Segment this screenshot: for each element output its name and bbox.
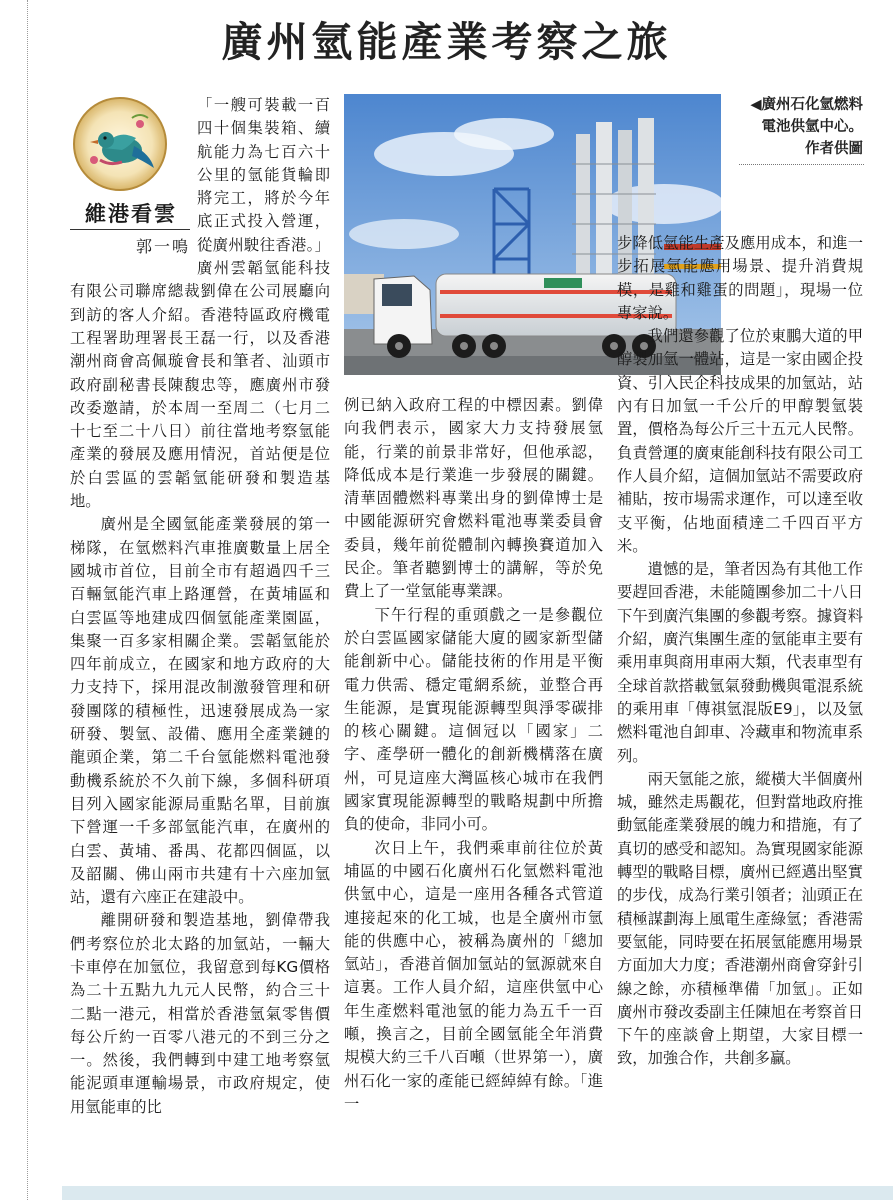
- article-column-1: [70, 94, 330, 1119]
- column-name: 維港看雲: [85, 201, 177, 226]
- paragraph: 廣州是全國氫能產業發展的第一梯隊，在氫燃料汽車推廣數量上居全國城市首位，目前全市有超過四千三百輛氫能汽車上路運營，在黃埔區和白雲區等地建成四個氫能產業園區，集聚一百多家相關企業。雲韜氫能於四年前成立，在國家和地方政府的大力支持下，採用混改制激發管理和研發團隊的積極性，迅速發展成為一家研發、製氫、設備、應用全產業鏈的龍頭企業，第二千台氫能燃料電池發動機系統於不久前下線，多個科研項目列入國家能源局重點名單，目前旗下營運一千多部氫能汽車，在廣州的白雲、黃埔、番禺、花都四個區，以及韶關、佛山兩市共建有十六座加氫站，還有六座正在建設中。: [70, 515, 330, 907]
- paragraph: 我們還參觀了位於東鵬大道的甲醇製加氫一體站，這是一家由國企投資、引入民企科技成果的加氫站，站內有日加氫一千公斤的甲醇製氫裝置，價格為每公斤三十五元人民幣。負責營運的廣東能創科技有限公司工作人員介紹，這個加氫站不需要政府補貼，按市場需求運作，可以達至收支平衡，佔地面積達二千四百平方米。: [617, 327, 863, 555]
- paragraph: 兩天氫能之旅，縱橫大半個廣州城，雖然走馬觀花，但對當地政府推動氫能產業發展的魄力和措施，有了真切的感受和認知。為實現國家能源轉型的戰略目標，廣州已經邁出堅實的步伐，成為行業引領者；汕頭正在積極謀劃海上風電生產綠氫；香港需要氫能，同時要在拓展氫能應用場景方面加大力度；香港潮州商會穿針引線之餘，亦積極準備「加氫」。正如廣州市發改委副主任陳旭在考察首日下午的座談會上期望，大家目標一致，加強合作，共創多贏。: [617, 769, 863, 1068]
- photo-caption: [733, 94, 863, 160]
- caption-rule: [739, 164, 864, 165]
- logo-float-spacer: [70, 94, 197, 264]
- footer-band: [62, 1186, 893, 1200]
- paragraph: 「一艘可裝載一百四十個集裝箱、續航能力為七百六十公里的氫能貨輪即將完工，將於今年底正式投入營運，從廣州駛往香港。」廣州雲韜氫能科技有限公司聯席總裁劉偉在公司展廳向到訪的客人介紹。香港特區政府機電工程署助理署長王磊一行，以及香港潮州商會高佩璇會長和筆者、汕頭市政府副秘書長陳馥忠等，應廣州市發改委邀請，於本周一至周二（七月二十七至二十八日）前往當地考察氫能產業的發展及應用情況，首站便是位於白雲區的雲韜氫能研發和製造基地。: [70, 96, 330, 511]
- article-title: 廣州氫能產業考察之旅: [221, 18, 672, 66]
- paragraph: 離開研發和製造基地，劉偉帶我們考察位於北太路的加氫站，一輛大卡車停在加氫位，我留意到每KG價格為二十五點九九元人民幣，約合三十二點一港元，相當於香港氫氣零售價每公斤約一百零八港元的不到三分之一。然後，我們轉到中建工地考察氫能泥頭車運輸場景，市政府規定，使用氫能車的比: [70, 911, 330, 1116]
- article-column-2: [344, 394, 603, 1116]
- article-column-3: [617, 232, 863, 1071]
- paragraph: 下午行程的重頭戲之一是參觀位於白雲區國家儲能大廈的國家新型儲能創新中心。儲能技術的作用是平衡電力供需、穩定電網系統，並整合再生能源，是實現能源轉型與淨零碳排的核心關鍵。這個冠以「國家」二字、產學研一體化的創新機構落在廣州，可見這座大灣區核心城市在我們國家實現能源轉型的戰略規劃中所擔負的使命，非同小可。: [344, 605, 603, 834]
- paragraph: 步降低氫能生產及應用成本，和進一步拓展氫能應用場景、提升消費規模，是雞和雞蛋的問題」，現場一位專家說。: [617, 234, 863, 322]
- paragraph: 次日上午，我們乘車前往位於黃埔區的中國石化廣州石化氫燃料電池供氫中心，這是一座用各種各式管道連接起來的化工城，也是全廣州市氫能的供應中心，被稱為廣州的「總加氫站」，香港首個加氫站的氫源就來自這裏。工作人員介紹，這座供氫中心年生產燃料電池氫的能力為五千一百噸，換言之，目前全國氫能全年消費規模大約三千八百噸（世界第一），廣州石化一家的產能已經綽綽有餘。「進一: [344, 838, 603, 1113]
- caption-line: 電池供氫中心。: [761, 119, 863, 135]
- left-dotted-rule: [27, 0, 28, 1200]
- paragraph: 例已納入政府工程的中標因素。劉偉向我們表示，國家大力支持發展氫能，行業的前景非常好，但他承認，降低成本是行業進一步發展的關鍵。清華固體燃料專業出身的劉偉博士是中國能源研究會燃料電池專業委員會委員，幾年前從體制內轉換賽道加入民企。筆者聽劉博士的講解，等於免費上了一堂氫能專業課。: [344, 396, 603, 601]
- paragraph: 遺憾的是，筆者因為有其他工作要趕回香港，未能隨團參加二十八日下午到廣汽集團的參觀考察。據資料介紹，廣汽集團生產的氫能車主要有乘用車與商用車兩大類，代表車型有全球首款搭載氫氣發動機與電混系統的乘用車「傳祺氫混版E9」，以及氫燃料電池自卸車、冷藏車和物流車系列。: [617, 560, 863, 765]
- photo-credit: 作者供圖: [805, 141, 863, 157]
- caption-line: ◀廣州石化氫燃料: [750, 97, 863, 113]
- author-name: 郭一鳴: [135, 237, 190, 256]
